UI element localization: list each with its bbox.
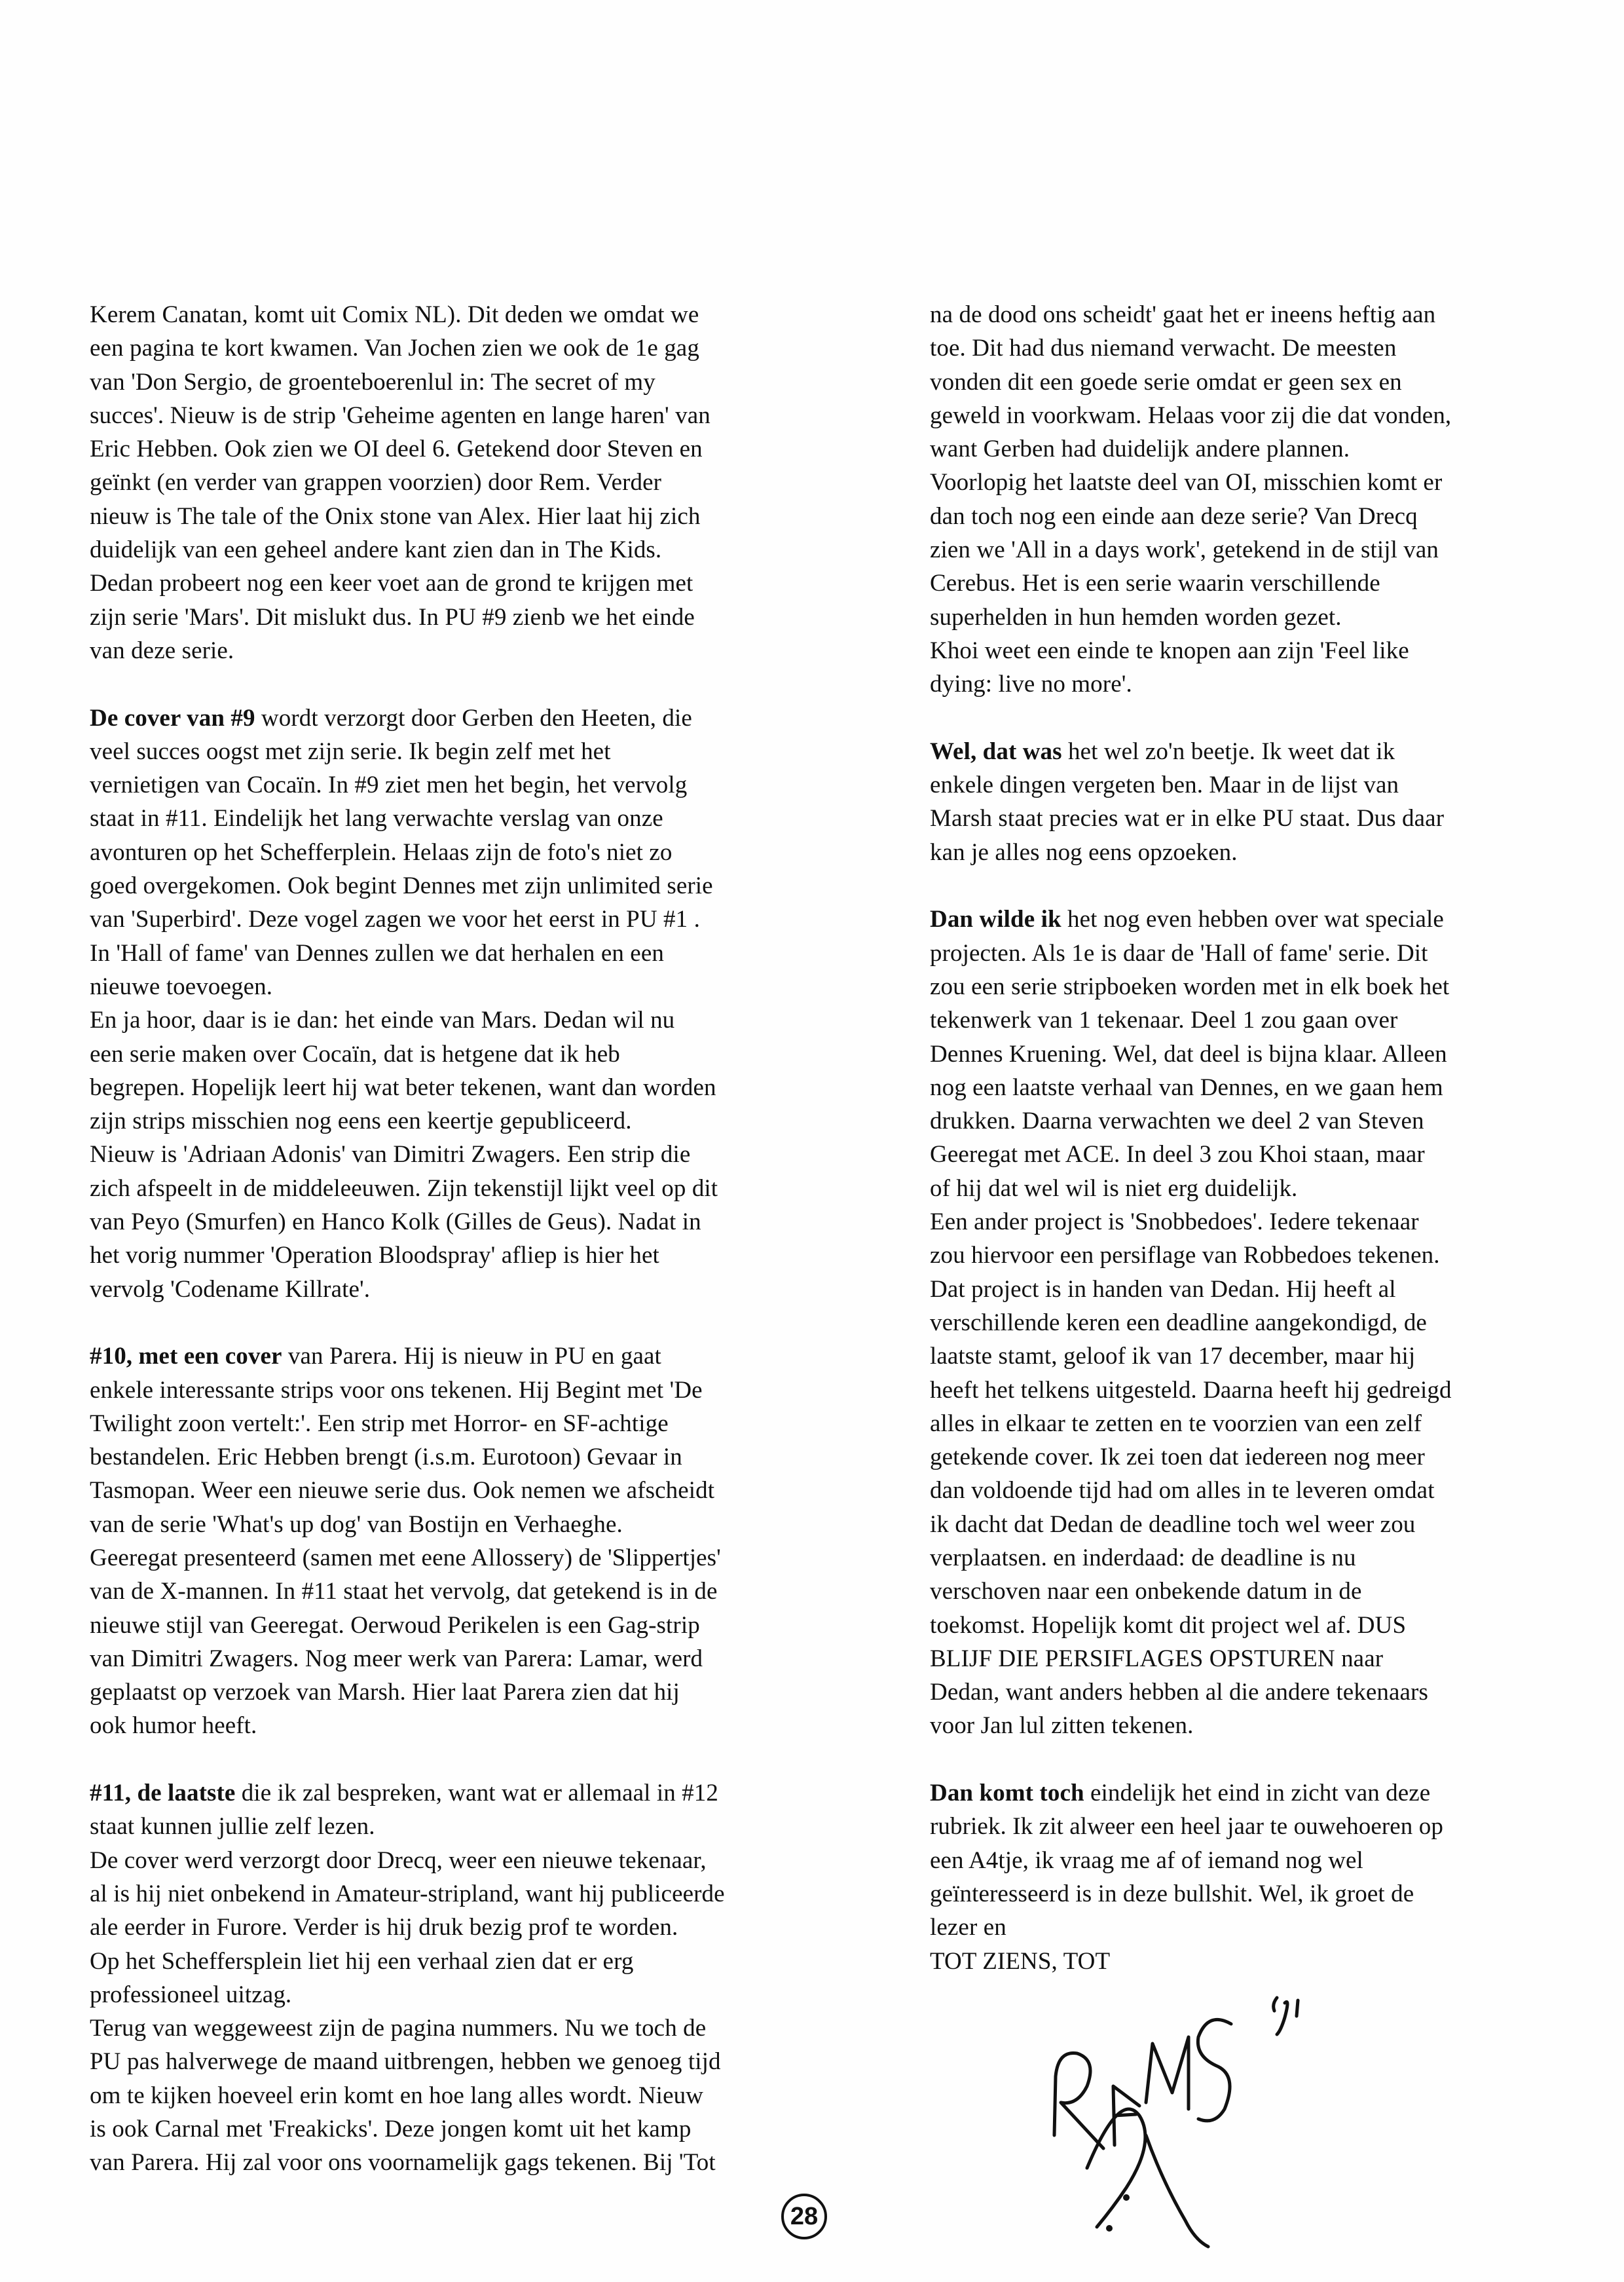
text-line [90, 1776, 856, 1810]
text-line: van 'Superbird'. Deze vogel zagen we voor het eerst in PU #1 . [90, 906, 700, 933]
text-line: In 'Hall of fame' van Dennes zullen we dat herhalen en een [90, 939, 664, 967]
text-line: zou hiervoor een persiflage van Robbedoes tekenen. [930, 1242, 1440, 1269]
text-line: Dat project is in handen van Dedan. Hij heeft al [930, 1275, 1396, 1303]
paragraph-2 [930, 735, 1559, 869]
text-line: Khoi weet een einde te knopen aan zijn 'Feel like [930, 637, 1409, 664]
text-line: succes'. Nieuw is de strip 'Geheime agenten en lange haren' van [90, 402, 710, 429]
text-line: Dedan probeert nog een keer voet aan de grond te krijgen met [90, 570, 693, 597]
paragraph-2 [90, 701, 856, 1306]
text-line: De cover werd verzorgt door Drecq, weer een nieuwe tekenaar, [90, 1846, 707, 1874]
text-line: van 'Don Sergio, de groenteboerenlul in: The secret of my [90, 368, 655, 396]
text-line: En ja hoor, daar is ie dan: het einde van Mars. Dedan wil nu [90, 1007, 675, 1034]
text-line: van de serie 'What's up dog' van Bostijn en Verhaeghe. [90, 1510, 623, 1538]
text-line [930, 1776, 1559, 1810]
text-line: Geeregat presenteerd (samen met eene Allossery) de 'Slippertjes' [90, 1544, 721, 1571]
paragraph-lead: De cover van #9 [90, 704, 255, 732]
text-line: staat in #11. Eindelijk het lang verwachte verslag van onze [90, 805, 663, 832]
text-line: drukken. Daarna verwachten we deel 2 van Steven [930, 1108, 1424, 1135]
paragraph-1 [930, 298, 1559, 701]
text-line [930, 903, 1559, 936]
right-column [930, 298, 1559, 1978]
text-line: om te kijken hoeveel erin komt en hoe lang alles wordt. Nieuw [90, 2082, 704, 2109]
text-line: al is hij niet onbekend in Amateur-stripland, want hij publiceerde [90, 1880, 725, 1907]
text-line [930, 735, 1559, 768]
text-line: Nieuw is 'Adriaan Adonis' van Dimitri Zwagers. Een strip die [90, 1141, 691, 1169]
text-line: is ook Carnal met 'Freakicks'. Deze jongen komt uit het kamp [90, 2116, 692, 2143]
left-column [90, 298, 856, 2180]
text-line: geïnkt (en verder van grappen voorzien) door Rem. Verder [90, 469, 662, 496]
text-line: zijn serie 'Mars'. Dit mislukt dus. In PU #9 zienb we het einde [90, 603, 695, 631]
text-line: verschillende keren een deadline aangekondigd, de [930, 1309, 1427, 1336]
text-line: enkele dingen vergeten ben. Maar in de lijst van [930, 772, 1399, 799]
paragraph-4 [90, 1776, 856, 2180]
lead-continuation: van Parera. Hij is nieuw in PU en gaat [282, 1343, 661, 1370]
text-line: geweld in voorkwam. Helaas voor zij die dat vonden, [930, 402, 1452, 429]
text-line: professioneel uitzag. [90, 1981, 292, 2008]
text-line: na de dood ons scheidt' gaat het er ineens heftig aan [930, 301, 1436, 328]
text-line: van deze serie. [90, 637, 234, 664]
text-line: dan toch nog een einde aan deze serie? Van Drecq [930, 502, 1418, 530]
text-line: veel succes oogst met zijn serie. Ik begin zelf met het [90, 738, 611, 765]
text-line: lezer en [930, 1914, 1006, 1941]
handwritten-signature [1041, 1972, 1329, 2260]
text-line: toe. Dit had dus niemand verwacht. De meesten [930, 335, 1397, 362]
text-line: Geeregat met ACE. In deel 3 zou Khoi staan, maar [930, 1141, 1425, 1169]
text-line: ik dacht dat Dedan de deadline toch wel weer zou [930, 1510, 1416, 1538]
lead-continuation: die ik zal bespreken, want wat er allemaal in #12 [235, 1780, 718, 1807]
paragraph-lead: Wel, dat was [930, 738, 1062, 765]
text-line: van Peyo (Smurfen) en Hanco Kolk (Gilles de Geus). Nadat in [90, 1208, 701, 1236]
text-line: een serie maken over Cocaïn, dat is hetgene dat ik heb [90, 1040, 620, 1068]
text-line: een A4tje, ik vraag me af of iemand nog wel [930, 1846, 1363, 1874]
text-line: Op het Scheffersplein liet hij een verhaal zien dat er erg [90, 1947, 634, 1975]
text-line: laatste stamt, geloof ik van 17 december, maar hij [930, 1343, 1416, 1370]
text-line: projecten. Als 1e is daar de 'Hall of fame' serie. Dit [930, 939, 1428, 967]
text-line: goed overgekomen. Ook begint Dennes met zijn unlimited serie [90, 872, 713, 900]
text-line: bestandelen. Eric Hebben brengt (i.s.m. Eurotoon) Gevaar in [90, 1444, 682, 1471]
paragraph-lead: #10, met een cover [90, 1343, 282, 1370]
text-line: het vorig nummer 'Operation Bloodspray' afliep is hier het [90, 1242, 659, 1269]
text-line: toekomst. Hopelijk komt dit project wel af. DUS [930, 1611, 1407, 1639]
text-line: ale eerder in Furore. Verder is hij druk bezig prof te worden. [90, 1914, 678, 1941]
text-line: zijn strips misschien nog eens een keertje gepubliceerd. [90, 1108, 632, 1135]
text-line: avonturen op het Schefferplein. Helaas zijn de foto's niet zo [90, 838, 673, 866]
text-line: van de X-mannen. In #11 staat het vervolg, dat getekend is in de [90, 1578, 718, 1605]
text-line: Cerebus. Het is een serie waarin verschillende [930, 570, 1380, 597]
page-number: 28 [781, 2194, 827, 2239]
text-line: zien we 'All in a days work', getekend in de stijl van [930, 536, 1439, 564]
paragraph-4 [930, 1776, 1559, 1978]
text-line: heeft het telkens uitgesteld. Daarna heeft hij gedreigd [930, 1376, 1452, 1404]
text-line: voor Jan lul zitten tekenen. [930, 1712, 1194, 1740]
paragraph-1 [90, 298, 856, 667]
paragraph-lead: #11, de laatste [90, 1780, 236, 1807]
text-line: Eric Hebben. Ook zien we OI deel 6. Getekend door Steven en [90, 436, 703, 463]
text-line: Tasmopan. Weer een nieuwe serie dus. Ook nemen we afscheidt [90, 1477, 715, 1505]
text-line: vonden dit een goede serie omdat er geen sex en [930, 368, 1402, 396]
text-line: Dedan, want anders hebben al die andere tekenaars [930, 1679, 1428, 1706]
text-line: ook humor heeft. [90, 1712, 257, 1740]
text-line: een pagina te kort kwamen. Van Jochen zien we ook de 1e gag [90, 335, 699, 362]
text-line: begrepen. Hopelijk leert hij wat beter tekenen, want dan worden [90, 1074, 716, 1101]
lead-continuation: het nog even hebben over wat speciale [1061, 906, 1444, 933]
text-line: geplaatst op verzoek van Marsh. Hier laat Parera zien dat hij [90, 1679, 680, 1706]
paragraph-lead: Dan komt toch [930, 1780, 1084, 1807]
text-line: nog een laatste verhaal van Dennes, en we gaan hem [930, 1074, 1443, 1101]
text-line: Dennes Kruening. Wel, dat deel is bijna klaar. Alleen [930, 1040, 1447, 1068]
text-line: duidelijk van een geheel andere kant zien dan in The Kids. [90, 536, 662, 564]
text-line: geïnteresseerd is in deze bullshit. Wel, ik groet de [930, 1880, 1414, 1907]
text-line: zich afspeelt in de middeleeuwen. Zijn tekenstijl lijkt veel op dit [90, 1174, 718, 1202]
text-line: van Parera. Hij zal voor ons voornamelijk gags tekenen. Bij 'Tot [90, 2149, 716, 2177]
text-line: staat kunnen jullie zelf lezen. [90, 1813, 375, 1841]
text-line: rubriek. Ik zit alweer een heel jaar te ouwehoeren op [930, 1813, 1443, 1841]
text-line: enkele interessante strips voor ons tekenen. Hij Begint met 'De [90, 1376, 703, 1404]
text-line: vervolg 'Codename Killrate'. [90, 1275, 371, 1303]
lead-continuation: het wel zo'n beetje. Ik weet dat ik [1061, 738, 1395, 765]
text-line: getekende cover. Ik zei toen dat iedereen nog meer [930, 1444, 1425, 1471]
text-line: want Gerben had duidelijk andere plannen. [930, 436, 1350, 463]
text-line: nieuwe toevoegen. [90, 973, 273, 1000]
text-line: superhelden in hun hemden worden gezet. [930, 603, 1342, 631]
text-line: Marsh staat precies wat er in elke PU staat. Dus daar [930, 805, 1445, 832]
text-line: kan je alles nog eens opzoeken. [930, 838, 1238, 866]
paragraph-lead: Dan wilde ik [930, 906, 1061, 933]
paragraph-3 [930, 903, 1559, 1742]
text-line: alles in elkaar te zetten en te voorzien van een zelf [930, 1410, 1422, 1437]
text-line: PU pas halverwege de maand uitbrengen, hebben we genoeg tijd [90, 2048, 721, 2076]
lead-continuation: wordt verzorgt door Gerben den Heeten, die [255, 704, 692, 732]
text-line: vernietigen van Cocaïn. In #9 ziet men het begin, het vervolg [90, 772, 688, 799]
text-line: Kerem Canatan, komt uit Comix NL). Dit deden we omdat we [90, 301, 699, 328]
lead-continuation: eindelijk het eind in zicht van deze [1084, 1780, 1431, 1807]
text-line: nieuwe stijl van Geeregat. Oerwoud Perikelen is een Gag-strip [90, 1611, 700, 1639]
text-line: of hij dat wel wil is niet erg duidelijk. [930, 1174, 1298, 1202]
text-line: Een ander project is 'Snobbedoes'. Iedere tekenaar [930, 1208, 1419, 1236]
closing-line: TOT ZIENS, TOT [930, 1947, 1111, 1975]
text-line: Voorlopig het laatste deel van OI, misschien komt er [930, 469, 1443, 496]
text-line: verschoven naar een onbekende datum in de [930, 1578, 1362, 1605]
text-line: Terug van weggeweest zijn de pagina nummers. Nu we toch de [90, 2015, 707, 2042]
text-line: BLIJF DIE PERSIFLAGES OPSTUREN naar [930, 1645, 1384, 1672]
text-line: tekenwerk van 1 tekenaar. Deel 1 zou gaan over [930, 1007, 1398, 1034]
paragraph-3 [90, 1339, 856, 1743]
text-line: dan voldoende tijd had om alles in te leveren omdat [930, 1477, 1435, 1505]
text-line [90, 1339, 856, 1373]
text-line: van Dimitri Zwagers. Nog meer werk van Parera: Lamar, werd [90, 1645, 703, 1672]
text-line: Twilight zoon vertelt:'. Een strip met Horror- en SF-achtige [90, 1410, 669, 1437]
text-line: verplaatsen. en inderdaad: de deadline is nu [930, 1544, 1356, 1571]
text-line: dying: live no more'. [930, 671, 1132, 698]
text-line [90, 701, 856, 735]
text-line: zou een serie stripboeken worden met in elk boek het [930, 973, 1450, 1000]
text-line: nieuw is The tale of the Onix stone van Alex. Hier laat hij zich [90, 502, 701, 530]
